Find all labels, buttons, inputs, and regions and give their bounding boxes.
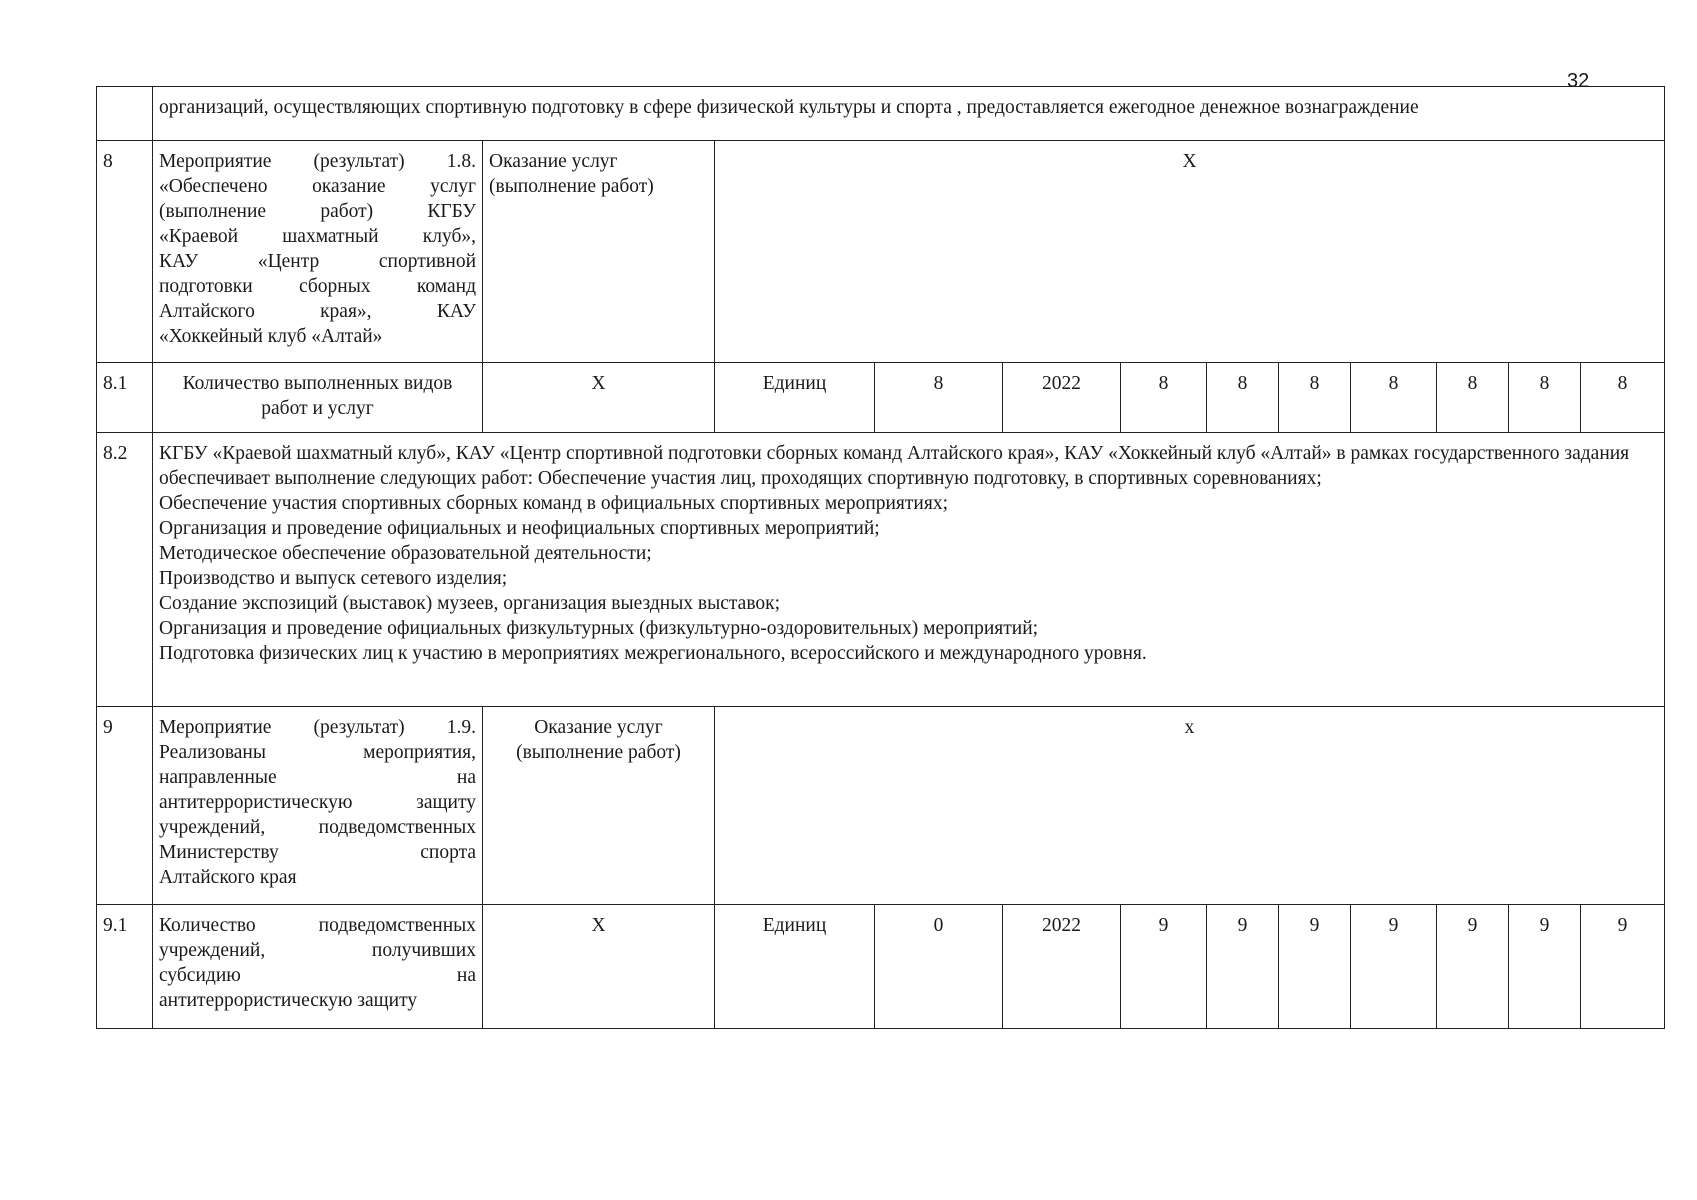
activity-name: Мероприятие (результат) 1.8. «Обеспечено оказание услуг (выполнение работ) КГБУ «Краевой шахматный клуб», КАУ «Центр спортивной подготовки сборных команд Алтайского края», КАУ «Хоккейный клуб «Алтай»	[153, 141, 483, 363]
row-continuation	[97, 87, 1665, 141]
year-value: 8	[1437, 363, 1509, 433]
works-paragraph: Методическое обеспечение образовательной деятельности;	[159, 543, 652, 564]
row-num: 9.1	[97, 905, 153, 1029]
works-paragraph: Создание экспозиций (выставок) музеев, организация выездных выставок;	[159, 593, 781, 614]
activity-mark: Х	[715, 141, 1665, 363]
row-num: 8	[97, 141, 153, 363]
row-num-empty	[97, 87, 153, 141]
year-value: 8	[1207, 363, 1279, 433]
year-value: 9	[1581, 905, 1665, 1029]
works-description	[153, 433, 1665, 707]
document-table	[96, 86, 1665, 1029]
base-value: 0	[875, 905, 1003, 1029]
row-num: 8.2	[97, 433, 153, 707]
base-value: 8	[875, 363, 1003, 433]
year-value: 9	[1351, 905, 1437, 1029]
row-num: 9	[97, 707, 153, 905]
year-value: 9	[1121, 905, 1207, 1029]
row-9	[97, 707, 1665, 905]
indicator-type: Х	[483, 905, 715, 1029]
year-value: 8	[1121, 363, 1207, 433]
indicator-unit: Единиц	[715, 363, 875, 433]
year-value: 9	[1437, 905, 1509, 1029]
works-paragraph: Организация и проведение официальных физкультурных (физкультурно-оздоровительных) мероприятий;	[159, 618, 1039, 639]
works-paragraph: Производство и выпуск сетевого изделия;	[159, 568, 508, 589]
row-8-2	[97, 433, 1665, 707]
year-value: 9	[1207, 905, 1279, 1029]
base-year: 2022	[1003, 905, 1121, 1029]
year-value: 8	[1581, 363, 1665, 433]
indicator-unit: Единиц	[715, 905, 875, 1029]
row-8	[97, 141, 1665, 363]
activity-mark: х	[715, 707, 1665, 905]
continuation-text: организаций, осуществляющих спортивную подготовку в сфере физической культуры и спорта , предоставляется ежегодное денежное вознаграждение	[153, 87, 1665, 141]
indicator-type: Х	[483, 363, 715, 433]
base-year: 2022	[1003, 363, 1121, 433]
works-paragraph: КГБУ «Краевой шахматный клуб», КАУ «Центр спортивной подготовки сборных команд Алтайского края», КАУ «Хоккейный клуб «Алтай» в рамках государственного задания обеспечивает выполнение следующих работ: Обеспечение участия лиц, проходящих спортивную подготовку, в спортивных соревнованиях;	[159, 443, 1630, 489]
activity-type: Оказание услуг (выполнение работ)	[483, 707, 715, 905]
row-8-1	[97, 363, 1665, 433]
indicator-name: Количество подведомственных учреждений, получивших субсидию на антитеррористическую защиту	[153, 905, 483, 1029]
year-value: 9	[1279, 905, 1351, 1029]
year-value: 8	[1351, 363, 1437, 433]
page-number: 32	[1567, 70, 1590, 92]
activity-type: Оказание услуг (выполнение работ)	[483, 141, 715, 363]
year-value: 9	[1509, 905, 1581, 1029]
indicator-name: Количество выполненных видов работ и услуг	[153, 363, 483, 433]
works-paragraph: Подготовка физических лиц к участию в мероприятиях межрегионального, всероссийского и международного уровня.	[159, 643, 1147, 664]
row-num: 8.1	[97, 363, 153, 433]
year-value: 8	[1509, 363, 1581, 433]
year-value: 8	[1279, 363, 1351, 433]
works-paragraph: Организация и проведение официальных и неофициальных спортивных мероприятий;	[159, 518, 880, 539]
activity-name: Мероприятие (результат) 1.9. Реализованы мероприятия, направленные на антитеррористическую защиту учреждений, подведомственных Министерству спорта Алтайского края	[153, 707, 483, 905]
row-9-1	[97, 905, 1665, 1029]
works-paragraph: Обеспечение участия спортивных сборных команд в официальных спортивных мероприятиях;	[159, 493, 948, 514]
